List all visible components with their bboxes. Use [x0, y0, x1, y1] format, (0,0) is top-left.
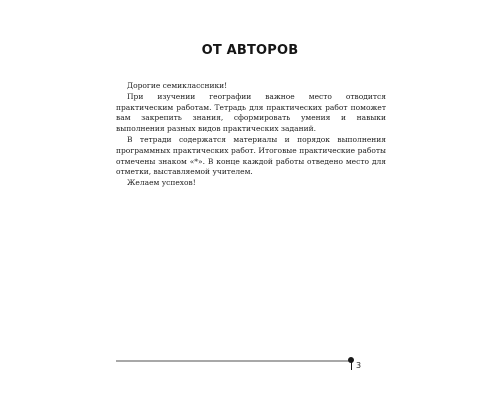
paragraph-workbook-contents: В тетради содержатся материалы и порядок выполнения программных практических работ. Итоговые практические работы отмечены знаком «*». В конце каждой работы отведено место для отметки, выставляемой учителем. [116, 134, 386, 177]
greeting-paragraph: Дорогие семиклассники! [127, 81, 228, 90]
preface-text [116, 81, 386, 189]
page-number: 3 [356, 361, 362, 370]
page-title: ОТ АВТОРОВ [201, 43, 299, 58]
paragraph-practical-work: При изучении географии важное место отводится практическим работам. Тетрадь для практических работ поможет вам закрепить знания, сформировать умения и навыки выполнения разных видов практических заданий. [116, 91, 386, 134]
footer-rule-tick [351, 360, 352, 370]
closing-paragraph: Желаем успехов! [127, 178, 196, 188]
footer-rule [116, 360, 350, 362]
